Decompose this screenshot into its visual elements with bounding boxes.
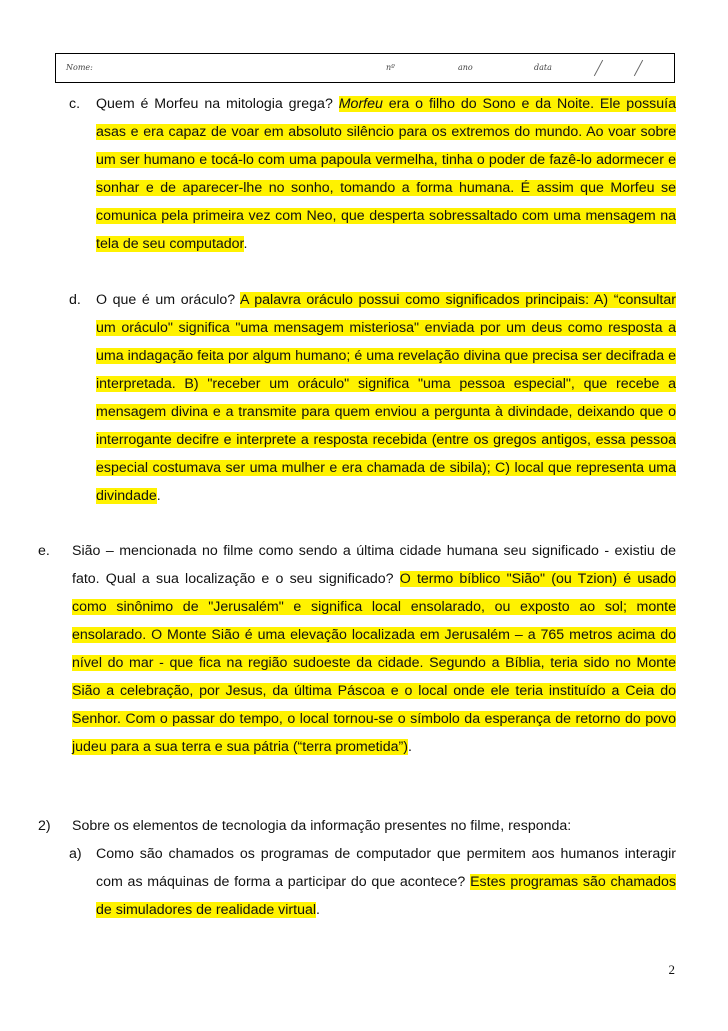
year-label: ano — [458, 63, 473, 72]
question-2 — [38, 812, 676, 840]
item-marker: 2) — [38, 818, 51, 834]
date-separator — [594, 60, 603, 76]
item-marker: d. — [69, 292, 81, 308]
page-number: 2 — [668, 962, 675, 977]
item-text — [96, 840, 676, 924]
question-2a — [69, 840, 676, 924]
item-marker: c. — [69, 96, 81, 112]
answer-emphasis: Morfeu — [338, 96, 383, 112]
item-marker: a) — [69, 846, 82, 862]
date-separator — [634, 60, 643, 76]
item-text — [72, 537, 676, 761]
answer-end: . — [407, 739, 412, 755]
answer-text: A palavra oráculo possui como significados principais: A) “consultar um oráculo" significa "uma mensagem misteriosa" enviada por um deus como resposta a uma indagação feita por algum humano; é uma revelação divina que precisa ser decifrada e interpretada. B) "receber um oráculo" significa "uma pessoa especial", que recebe a mensagem divina e a transmite para quem enviou a pergunta à divindade, deixando que o interrogante decifre e interprete a resposta recebida (entre os gregos antigos, essa pessoa especial costumava ser uma mulher e era chamada de sibila); C) local que representa uma divindade — [96, 292, 676, 504]
question-text: Como são chamados os programas de computador que permitem aos humanos interagir com as máquinas de forma a participar do que acontece? — [96, 846, 676, 890]
answer-end: . — [243, 236, 248, 252]
student-info-header — [55, 53, 675, 83]
date-label: data — [534, 63, 552, 72]
answer-end: . — [156, 488, 161, 504]
question-text: Sião – mencionada no filme como sendo a última cidade humana seu significado - existiu de fato. Qual a sua localização e o seu significado? — [72, 543, 676, 587]
answer-end: . — [316, 902, 320, 918]
question-text: O que é um oráculo? — [96, 292, 240, 308]
item-e — [38, 537, 676, 761]
name-label: Nome: — [66, 63, 93, 72]
question-text: Quem é Morfeu na mitologia grega? — [96, 96, 339, 112]
answer-text: O termo bíblico "Sião" (ou Tzion) é usado como sinônimo de "Jerusalém" e significa local ensolarado, ou exposto ao sol; monte ensolarado. O Monte Sião é uma elevação localizada em Jerusalém – a 765 metros acima do nível do mar - que fica na região sudoeste da cidade. Segundo a Bíblia, teria sido no Monte Sião a celebração, por Jesus, da última Páscoa e o local onde ele teria instituído a Ceia do Senhor. Com o passar do tempo, o local tornou-se o símbolo da esperança de retorno do povo judeu para a sua terra e sua pátria (“terra prometida”) — [72, 571, 676, 755]
answer-text: Estes programas são chamados de simuladores de realidade virtual — [96, 874, 676, 918]
answer-text: era o filho do Sono e da Noite. Ele possuía asas e era capaz de voar em absoluto silêncio para os extremos do mundo. Ao voar sobre um ser humano e tocá-lo com uma papoula vermelha, tinha o poder de fazê-lo adormecer e sonhar e de aparecer-lhe no sonho, tomando a forma humana. É assim que Morfeu se comunica pela primeira vez com Neo, que desperta sobressaltado com uma mensagem na tela de seu computador — [96, 96, 676, 252]
item-d — [69, 286, 676, 510]
item-marker: e. — [38, 543, 50, 559]
number-label: nº — [386, 63, 395, 72]
item-text — [96, 90, 676, 258]
question-text: Sobre os elementos de tecnologia da informação presentes no filme, responda: — [72, 818, 572, 834]
item-c — [69, 90, 676, 258]
item-text — [96, 286, 676, 510]
